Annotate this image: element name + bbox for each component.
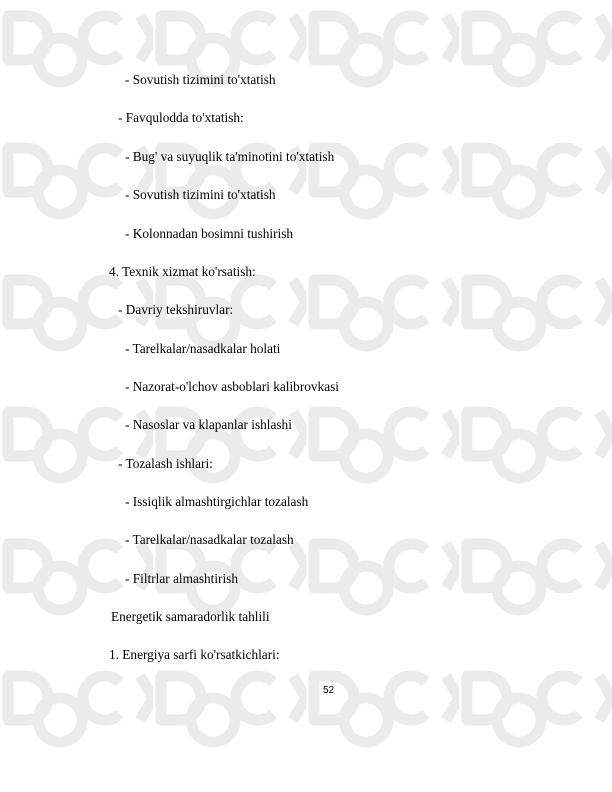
page-number: 52	[322, 685, 335, 696]
section-heading: Energetik samaradorlik tahlili	[111, 609, 270, 624]
text-line: - Favqulodda to'xtatish:	[118, 110, 244, 125]
text-line: 1. Energiya sarfi ko'rsatkichlari:	[109, 647, 280, 662]
text-line: - Tozalash ishlari:	[118, 456, 213, 471]
text-line: - Kolonnadan bosimni tushirish	[125, 226, 294, 241]
text-line: - Bug' va suyuqlik ta'minotini to'xtatish	[125, 149, 335, 164]
text-line: - Nasoslar va klapanlar ishlashi	[125, 417, 292, 432]
text-line: - Tarelkalar/nasadkalar tozalash	[125, 532, 294, 547]
text-line: 4. Texnik xizmat ko'rsatish:	[109, 264, 256, 279]
text-line: - Sovutish tizimini to'xtatish	[125, 72, 276, 87]
text-line: - Nazorat-o'lchov asboblari kalibrovkasi	[125, 379, 339, 394]
text-line: - Issiqlik almashtirgichlar tozalash	[125, 494, 309, 509]
text-line: - Filtrlar almashtirish	[125, 571, 239, 586]
text-line: - Sovutish tizimini to'xtatish	[125, 187, 276, 202]
text-line: - Davriy tekshiruvlar:	[118, 302, 234, 317]
text-line: - Tarelkalar/nasadkalar holati	[125, 341, 281, 356]
